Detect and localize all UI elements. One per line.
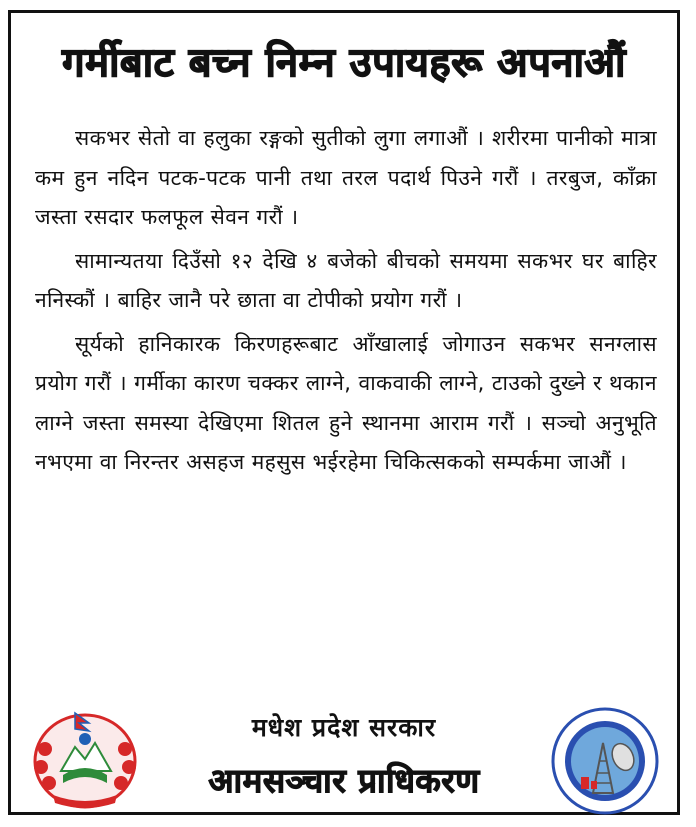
paragraph-midday-stay-indoors: सामान्यतया दिउँसो १२ देखि ४ बजेको बीचको समयमा सकभर घर बाहिर ननिस्कौं । बाहिर जानै परे छाता वा टोपीको प्रयोग गरौं ।	[35, 248, 657, 312]
notice-frame	[8, 10, 680, 815]
communication-authority-logo-icon	[551, 707, 659, 815]
notice-footer	[11, 703, 677, 818]
paragraph-eye-protection-symptoms: सूर्यको हानिकारक किरणहरूबाट आँखालाई जोगाउन सकभर सनग्लास प्रयोग गरौं । गर्मीका कारण चक्कर लाग्ने, वाकवाकी लाग्ने, टाउको दुख्ने र थकान लाग्ने जस्ता समस्या देखिएमा शितल हुने स्थानमा आराम गरौं । सञ्चो अनुभूति नभएमा वा निरन्तर असहज महसुस भईरहेमा चिकित्सकको सम्पर्कमा जाऔं ।	[35, 331, 657, 474]
authority-name: आमसञ्चार प्राधिकरण	[208, 761, 480, 800]
government-name: मधेश प्रदेश सरकार	[251, 713, 437, 742]
paragraph-clothing-water: सकभर सेतो वा हलुका रङ्गको सुतीको लुगा लगाऔं । शरीरमा पानीको मात्रा कम हुन नदिन पटक-पटक पानी तथा तरल पदार्थ पिउने गरौं । तरबुज, काँक्रा जस्ता रसदार फलफूल सेवन गरौं ।	[35, 126, 657, 229]
notice-title: गर्मीबाट बच्न निम्न उपायहरू अपनाऔं	[62, 40, 626, 86]
notice-body	[35, 119, 657, 487]
